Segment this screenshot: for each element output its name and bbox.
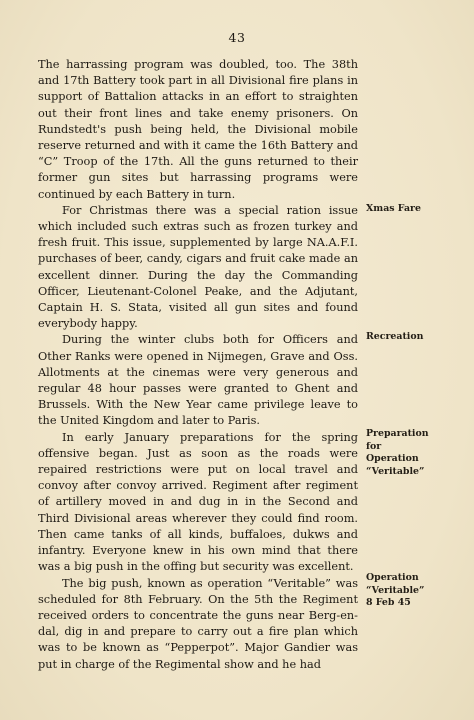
margin-note-recreation: Recreation — [366, 331, 424, 342]
paragraph-harrassing: The harrassing program was doubled, too. The 38th and 17th Battery took part in all Divisional fire plans in support of Battalion attacks in an effort to straighten out their front lines and take enemy prisoners. On Rundstedt's push being held, the Divisional mobile reserve returned and with it came the 16th Battery and “C” Troop of the 17th. All the guns returned to their former gun sites but harrassing programs were continued by each Battery in turn. — [38, 58, 358, 201]
body-text — [38, 57, 358, 673]
paragraph-preparations: In early January preparations for the spring offensive began. Just as soon as the roads were repaired restrictions were put on local travel and convoy after convoy arrived. Regiment after regiment of artillery moved in and dug in in the Second and Third Divisional areas wherever they could find room. Then came tanks of all kinds, buffaloes, dukws and infantry. Everyone knew in his own mind that there was a big push in the offing but security was excellent. — [38, 430, 358, 574]
paragraph-winter-clubs: During the winter clubs both for Officers and Other Ranks were opened in Nijmegen, Grave and Oss. Allotments at the cinemas were very generous and regular 48 hour passes were granted to Ghent and Brussels. With the New Year came privilege leave to the United Kingdom and later to Paris. — [38, 333, 358, 428]
paragraph-big-push: The big push, known as operation “Veritable” was scheduled for 8th February. On the 5th the Regiment received orders to concentrate the guns near Berg-en-dal, dig in and prepare to carry out a fire plan which was to be known as “Pepperpot”. Major Gandier was put in charge of the Regimental show and he had — [38, 576, 358, 671]
margin-note-preparation-veritable: Preparation for Operation “Veritable” — [366, 428, 429, 477]
page-number: 43 — [228, 30, 246, 45]
margin-note-operation-veritable: Operation “Veritable” 8 Feb 45 — [366, 572, 425, 609]
paragraph-christmas: For Christmas there was a special ration issue which included such extras such as frozen turkey and fresh fruit. This issue, supplemented by large NA.A.F.I. purchases of beer, candy, cigars and fruit cake made an excellent dinner. During the day the Commanding Officer, Lieutenant-Colonel Peake, and the Adjutant, Captain H. S. Stata, visited all gun sites and found everybody happy. — [38, 203, 358, 331]
margin-note-xmas-fare: Xmas Fare — [366, 203, 421, 214]
